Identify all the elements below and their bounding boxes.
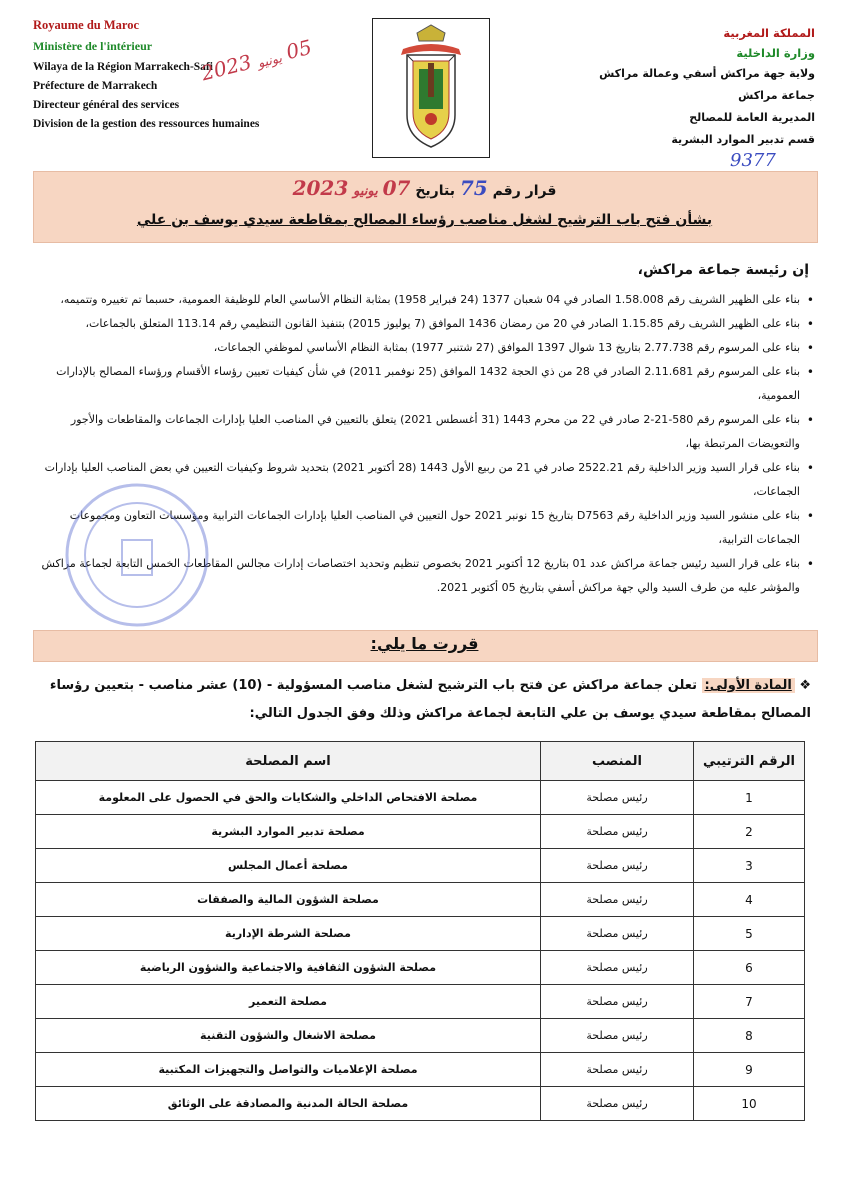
ministry-fr: Ministère de l'intérieur	[33, 39, 153, 53]
preamble-item: • بناء على قرار السيد رئيس جماعة مراكش عدد 01 بتاريخ 12 أكتوبر 2021 بخصوص تنظيم وتحديد اختصاصات إدارات مجالس المقاطعات الخمس التابعة لجماعة مراكش والمؤشر عليه من طرف السيد والي جهة مراكش أسفي بتاريخ 05 أكتوبر 2021.	[24, 552, 814, 600]
table-row	[36, 1087, 805, 1121]
cell-service: مصلحة التعمير	[36, 985, 541, 1019]
cell-position: رئيس مصلحة	[541, 849, 694, 883]
preamble-item: • بناء على الظهير الشريف رقم 1.15.85 الصادر في 20 من رمضان 1436 الموافق (7 يوليوز 2015) بتنفيذ القانون التنظيمي رقم 113.14 المتعلق بالجماعات،	[24, 312, 814, 336]
article-one	[21, 672, 811, 728]
cell-position: رئيس مصلحة	[541, 883, 694, 917]
cell-rank: 6	[694, 951, 805, 985]
header-ar-line: المديرية العامة للمصالح	[689, 111, 815, 124]
table-row	[36, 985, 805, 1019]
registration-number: 9377	[730, 150, 776, 171]
preamble-item: • بناء على الظهير الشريف رقم 1.58.008 الصادر في 04 شعبان 1377 (24 فبراير 1958) بمثابة النظام الأساسي العام للوظيفة العمومية، حسبما تم تغييره وتتميمه،	[24, 288, 814, 312]
cell-rank: 10	[694, 1087, 805, 1121]
ministry-ar: وزارة الداخلية	[736, 46, 815, 60]
table-row	[36, 815, 805, 849]
preamble-item: • بناء على قرار السيد وزير الداخلية رقم 2522.21 صادر في 21 من ربيع الأول 1443 (28 أكتوبر 2021) بتحديد شروط وكيفيات التعيين في بعض المناصب العليا بإدارات الجماعات،	[24, 456, 814, 504]
cell-rank: 1	[694, 781, 805, 815]
cell-rank: 9	[694, 1053, 805, 1087]
decision-subject: بشأن فتح باب الترشيح لشغل مناصب رؤساء المصالح بمقاطعة سيدي يوسف بن علي	[136, 212, 713, 228]
cell-position: رئيس مصلحة	[541, 917, 694, 951]
cell-service: مصلحة أعمال المجلس	[36, 849, 541, 883]
cell-position: رئيس مصلحة	[541, 1053, 694, 1087]
preamble-item: • بناء على المرسوم رقم 580-21-2 صادر في 22 من محرم 1443 (31 أغسطس 2021) يتعلق بالتعيين في المناصب العليا بإدارات الجماعات والمقاطعات والأجور والتعويضات المرتبطة بها،	[24, 408, 814, 456]
table-row	[36, 1053, 805, 1087]
preamble-item: • بناء على منشور السيد وزير الداخلية رقم D7563 بتاريخ 15 نونبر 2021 حول التعيين في المناصب العليا بإدارات الجماعات الترابية ومؤسسات التعاون ومجموعات الجماعات الترابية،	[24, 504, 814, 552]
stamp-day: 05	[283, 34, 315, 65]
decided-heading: قررت ما يلي:	[370, 634, 479, 653]
cell-service: مصلحة الإعلاميات والتواصل والتجهيزات المكتبية	[36, 1053, 541, 1087]
cell-service: مصلحة الاشغال والشؤون التقنية	[36, 1019, 541, 1053]
intro-line: إن رئيسة جماعة مراكش،	[637, 262, 809, 278]
header-ar-line: ولاية جهة مراكش أسفي وعمالة مراكش	[599, 67, 815, 80]
cell-position: رئيس مصلحة	[541, 951, 694, 985]
header-arabic	[575, 26, 815, 155]
decision-number: 75	[459, 176, 488, 200]
stamp-month: يونيو	[256, 51, 284, 72]
table-row	[36, 1019, 805, 1053]
table-row	[36, 883, 805, 917]
marrakech-emblem	[372, 18, 490, 158]
cell-rank: 4	[694, 883, 805, 917]
article-one-text: تعلن جماعة مراكش عن فتح باب الترشيح لشغل مناصب المسؤولية - (10) عشر مناصب - بتعيين رؤساء المصالح بمقاطعة سيدي يوسف بن علي التابعة لجماعة مراكش وذلك وفق الجدول التالي:	[49, 678, 811, 721]
decision-label: قرار رقم	[492, 183, 557, 199]
header-french	[33, 18, 293, 137]
positions-table	[35, 741, 805, 1121]
cell-service: مصلحة الافتحاص الداخلي والشكايات والحق في الحصول على المعلومة	[36, 781, 541, 815]
decision-date-label: بتاريخ	[415, 183, 455, 199]
cell-position: رئيس مصلحة	[541, 1019, 694, 1053]
header-fr-line: Préfecture de Marrakech	[33, 80, 158, 92]
coat-of-arms-icon	[373, 19, 489, 157]
header-ar-line: قسم تدبير الموارد البشرية	[671, 133, 815, 146]
column-header-position: المنصب	[541, 742, 694, 781]
diamond-bullet-icon: ❖	[794, 678, 811, 693]
header-fr-line: Division de la gestion des ressources humaines	[33, 118, 260, 130]
column-header-rank: الرقم الترتيبي	[694, 742, 805, 781]
official-seal-stamp	[62, 480, 212, 630]
cell-rank: 3	[694, 849, 805, 883]
header-fr-line: Wilaya de la Région Marrakech-Safi	[33, 61, 213, 73]
cell-rank: 8	[694, 1019, 805, 1053]
header-ar-line: جماعة مراكش	[738, 89, 815, 102]
cell-position: رئيس مصلحة	[541, 1087, 694, 1121]
seal-icon	[62, 480, 212, 630]
cell-service: مصلحة الشؤون الثقافية والاجتماعية والشؤون الرياضية	[36, 951, 541, 985]
decision-month: يونيو	[353, 184, 378, 199]
cell-service: مصلحة الحالة المدنية والمصادقة على الوثائق	[36, 1087, 541, 1121]
cell-position: رئيس مصلحة	[541, 985, 694, 1019]
column-header-service: اسم المصلحة	[36, 742, 541, 781]
cell-rank: 5	[694, 917, 805, 951]
cell-rank: 7	[694, 985, 805, 1019]
decision-year: 2023	[292, 176, 349, 200]
cell-service: مصلحة تدبير الموارد البشرية	[36, 815, 541, 849]
article-one-label: المادة الأولى:	[702, 678, 795, 693]
cell-service: مصلحة الشرطة الإدارية	[36, 917, 541, 951]
cell-position: رئيس مصلحة	[541, 781, 694, 815]
kingdom-fr: Royaume du Maroc	[33, 18, 140, 32]
table-row	[36, 849, 805, 883]
decision-title	[33, 176, 816, 200]
table-row	[36, 951, 805, 985]
cell-position: رئيس مصلحة	[541, 815, 694, 849]
stamp-year: 2023	[198, 49, 254, 86]
table-row	[36, 917, 805, 951]
table-header-row	[36, 742, 805, 781]
kingdom-ar: المملكة المغربية	[723, 26, 815, 40]
table-row	[36, 781, 805, 815]
decision-day: 07	[382, 176, 411, 200]
header-fr-line: Directeur général des services	[33, 99, 180, 111]
cell-service: مصلحة الشؤون المالية والصفقات	[36, 883, 541, 917]
cell-rank: 2	[694, 815, 805, 849]
preamble-item: • بناء على المرسوم رقم 2.77.738 بتاريخ 13 شوال 1397 الموافق (27 شتنبر 1977) بمثابة النظام الأساسي لموظفي الجماعات،	[24, 336, 814, 360]
preamble-item: • بناء على المرسوم رقم 2.11.681 الصادر في 28 من ذي الحجة 1432 الموافق (25 نوفمبر 2011) في شأن كيفيات تعيين رؤساء الأقسام ورؤساء المصالح بالإدارات العمومية،	[24, 360, 814, 408]
